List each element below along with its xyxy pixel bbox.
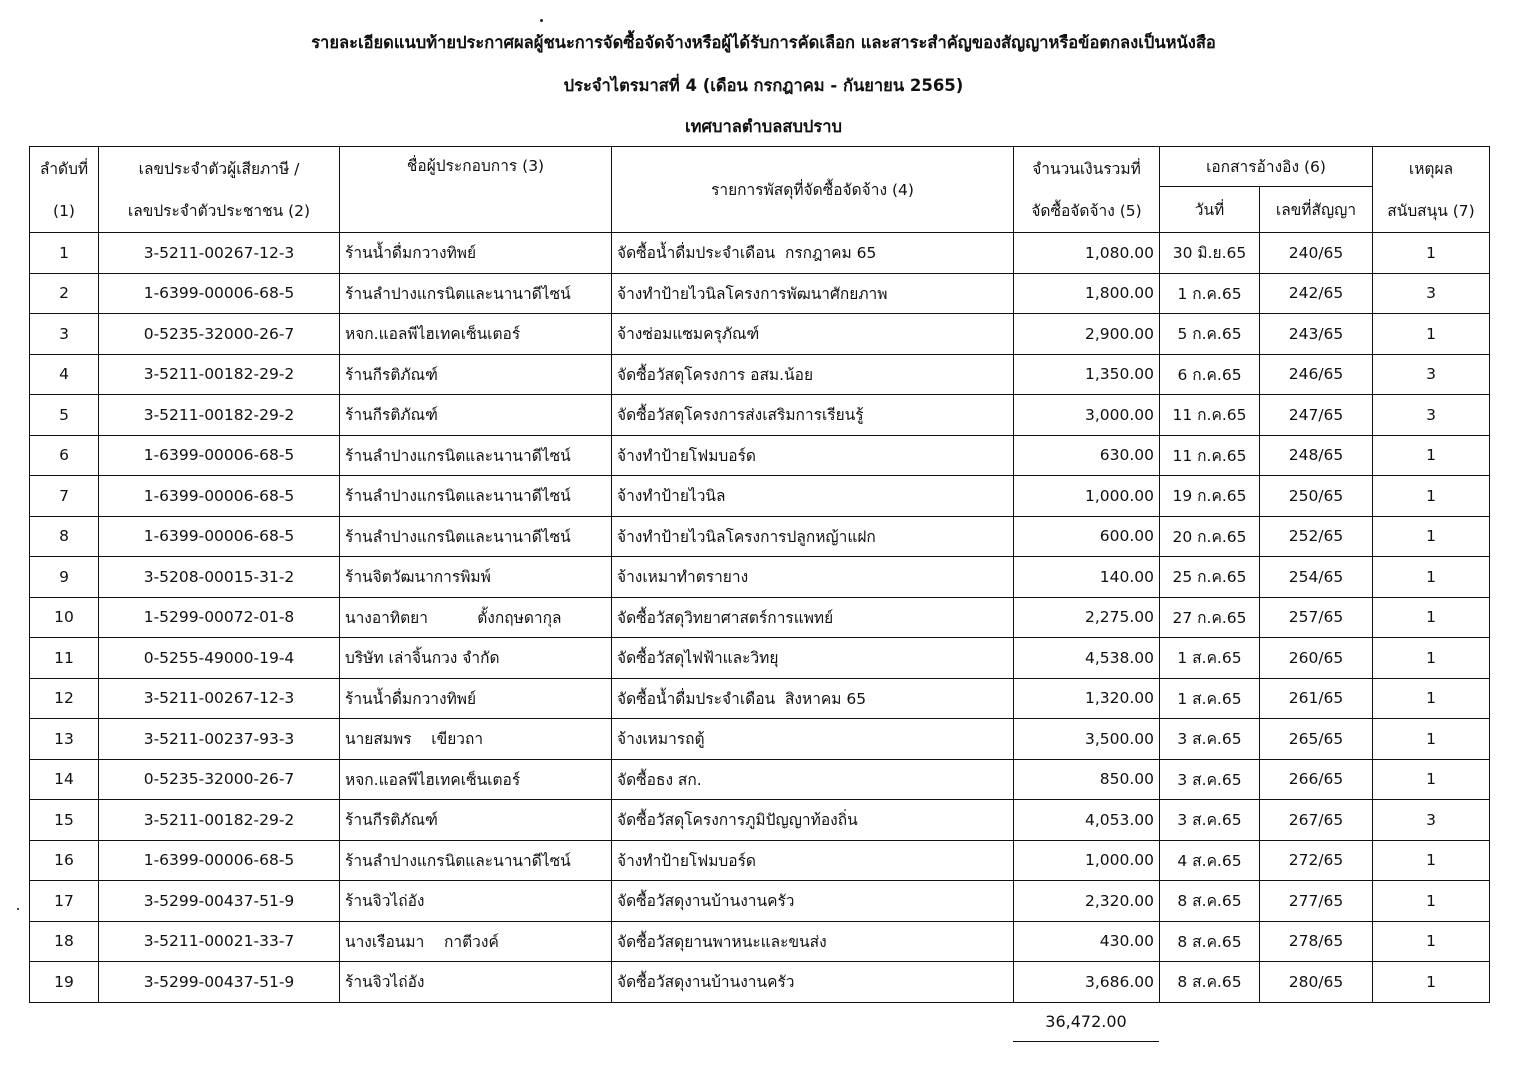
cell-reason: 1 <box>1373 881 1490 922</box>
cell-item: จ้างทำป้ายโฟมบอร์ด <box>612 840 1014 881</box>
cell-item: จ้างทำป้ายไวนิลโครงการพัฒนาศักยภาพ <box>612 273 1014 314</box>
header-ref-group-label: เอกสารอ้างอิง (6) <box>1206 158 1326 176</box>
cell-taxid: 0-5255-49000-19-4 <box>99 638 340 679</box>
cell-no: 12 <box>30 678 99 719</box>
cell-date: 19 ก.ค.65 <box>1160 476 1260 517</box>
cell-contract: 252/65 <box>1260 516 1373 557</box>
stray-dot <box>540 19 543 22</box>
header-no <box>30 147 99 233</box>
table-row <box>30 314 1490 355</box>
cell-date: 1 ส.ค.65 <box>1160 678 1260 719</box>
cell-contract: 260/65 <box>1260 638 1373 679</box>
cell-date: 3 ส.ค.65 <box>1160 759 1260 800</box>
cell-vendor: ร้านจิวไถ่อัง <box>340 881 612 922</box>
header-taxid <box>99 147 340 233</box>
cell-taxid: 3-5211-00182-29-2 <box>99 354 340 395</box>
header-ref-contract: เลขที่สัญญา <box>1260 187 1373 233</box>
cell-taxid: 1-6399-00006-68-5 <box>99 516 340 557</box>
cell-amount: 2,900.00 <box>1014 314 1160 355</box>
cell-date: 11 ก.ค.65 <box>1160 435 1260 476</box>
cell-reason: 3 <box>1373 273 1490 314</box>
cell-date: 4 ส.ค.65 <box>1160 840 1260 881</box>
cell-contract: 257/65 <box>1260 597 1373 638</box>
cell-taxid: 1-6399-00006-68-5 <box>99 273 340 314</box>
cell-date: 11 ก.ค.65 <box>1160 395 1260 436</box>
table-row <box>30 273 1490 314</box>
cell-reason: 1 <box>1373 719 1490 760</box>
cell-amount: 630.00 <box>1014 435 1160 476</box>
table-row <box>30 800 1490 841</box>
cell-contract: 246/65 <box>1260 354 1373 395</box>
cell-reason: 1 <box>1373 962 1490 1003</box>
cell-amount: 2,320.00 <box>1014 881 1160 922</box>
cell-vendor: ร้านน้ำดื่มกวางทิพย์ <box>340 233 612 274</box>
cell-taxid: 1-6399-00006-68-5 <box>99 840 340 881</box>
cell-reason: 1 <box>1373 840 1490 881</box>
cell-taxid: 3-5299-00437-51-9 <box>99 962 340 1003</box>
table-row <box>30 921 1490 962</box>
table-row <box>30 233 1490 274</box>
cell-amount: 3,000.00 <box>1014 395 1160 436</box>
header-item-label: รายการพัสดุที่จัดซื้อจัดจ้าง (4) <box>711 181 914 199</box>
table-row <box>30 516 1490 557</box>
cell-date: 5 ก.ค.65 <box>1160 314 1260 355</box>
cell-contract: 265/65 <box>1260 719 1373 760</box>
header-ref-date: วันที่ <box>1160 187 1260 233</box>
cell-amount: 3,686.00 <box>1014 962 1160 1003</box>
cell-vendor: ร้านกีรติภัณฑ์ <box>340 354 612 395</box>
cell-taxid: 3-5211-00237-93-3 <box>99 719 340 760</box>
table-row <box>30 435 1490 476</box>
cell-item: จัดซื้อวัสดุวิทยาศาสตร์การแพทย์ <box>612 597 1014 638</box>
cell-no: 13 <box>30 719 99 760</box>
cell-vendor: ร้านกีรติภัณฑ์ <box>340 395 612 436</box>
header-reason-line1: เหตุผล <box>1408 159 1454 178</box>
header-amount <box>1014 147 1160 233</box>
cell-reason: 1 <box>1373 638 1490 679</box>
cell-vendor: บริษัท เล่าจิ้นกวง จำกัด <box>340 638 612 679</box>
cell-vendor: ร้านจิตวัฒนาการพิมพ์ <box>340 557 612 598</box>
cell-reason: 3 <box>1373 800 1490 841</box>
table-row <box>30 597 1490 638</box>
cell-item: จัดซื้อวัสดุโครงการ อสม.น้อย <box>612 354 1014 395</box>
cell-no: 6 <box>30 435 99 476</box>
cell-date: 1 ส.ค.65 <box>1160 638 1260 679</box>
cell-contract: 247/65 <box>1260 395 1373 436</box>
cell-no: 8 <box>30 516 99 557</box>
table-row <box>30 638 1490 679</box>
cell-reason: 1 <box>1373 597 1490 638</box>
cell-reason: 1 <box>1373 435 1490 476</box>
cell-amount: 1,350.00 <box>1014 354 1160 395</box>
cell-taxid: 3-5211-00182-29-2 <box>99 395 340 436</box>
cell-vendor: ร้านลำปางแกรนิตและนานาดีไซน์ <box>340 840 612 881</box>
table-row <box>30 395 1490 436</box>
header-taxid-line1: เลขประจำตัวผู้เสียภาษี / <box>138 159 300 178</box>
cell-date: 6 ก.ค.65 <box>1160 354 1260 395</box>
cell-no: 4 <box>30 354 99 395</box>
header-item <box>612 147 1014 233</box>
cell-no: 11 <box>30 638 99 679</box>
cell-date: 8 ส.ค.65 <box>1160 921 1260 962</box>
cell-vendor: ร้านลำปางแกรนิตและนานาดีไซน์ <box>340 435 612 476</box>
cell-item: จ้างทำป้ายไวนิลโครงการปลูกหญ้าแฝก <box>612 516 1014 557</box>
cell-taxid: 3-5211-00267-12-3 <box>99 233 340 274</box>
cell-item: จ้างซ่อมแซมครุภัณฑ์ <box>612 314 1014 355</box>
cell-vendor: ร้านจิวไถ่อัง <box>340 962 612 1003</box>
cell-amount: 3,500.00 <box>1014 719 1160 760</box>
cell-taxid: 1-6399-00006-68-5 <box>99 435 340 476</box>
cell-date: 27 ก.ค.65 <box>1160 597 1260 638</box>
cell-taxid: 3-5299-00437-51-9 <box>99 881 340 922</box>
cell-item: จัดซื้อธง สก. <box>612 759 1014 800</box>
cell-vendor: ร้านน้ำดื่มกวางทิพย์ <box>340 678 612 719</box>
cell-no: 16 <box>30 840 99 881</box>
header-amount-line2: จัดซื้อจัดจ้าง (5) <box>1031 201 1142 220</box>
cell-date: 20 ก.ค.65 <box>1160 516 1260 557</box>
cell-item: จ้างทำป้ายไวนิล <box>612 476 1014 517</box>
procurement-table <box>29 146 1490 1003</box>
cell-contract: 272/65 <box>1260 840 1373 881</box>
cell-reason: 1 <box>1373 476 1490 517</box>
document-period: ประจำไตรมาสที่ 4 (เดือน กรกฎาคม - กันยายน 2565) <box>563 76 964 95</box>
cell-amount: 4,053.00 <box>1014 800 1160 841</box>
table-row <box>30 962 1490 1003</box>
cell-item: จ้างเหมาทำตรายาง <box>612 557 1014 598</box>
cell-reason: 3 <box>1373 395 1490 436</box>
cell-item: จัดซื้อวัสดุงานบ้านงานครัว <box>612 881 1014 922</box>
table-row <box>30 354 1490 395</box>
table-row <box>30 719 1490 760</box>
cell-amount: 600.00 <box>1014 516 1160 557</box>
cell-taxid: 0-5235-32000-26-7 <box>99 759 340 800</box>
cell-date: 1 ก.ค.65 <box>1160 273 1260 314</box>
cell-amount: 2,275.00 <box>1014 597 1160 638</box>
cell-reason: 1 <box>1373 678 1490 719</box>
cell-contract: 266/65 <box>1260 759 1373 800</box>
cell-amount: 140.00 <box>1014 557 1160 598</box>
cell-vendor: ร้านลำปางแกรนิตและนานาดีไซน์ <box>340 273 612 314</box>
cell-item: จัดซื้อวัสดุโครงการส่งเสริมการเรียนรู้ <box>612 395 1014 436</box>
cell-item: จัดซื้อวัสดุงานบ้านงานครัว <box>612 962 1014 1003</box>
cell-amount: 850.00 <box>1014 759 1160 800</box>
cell-reason: 1 <box>1373 314 1490 355</box>
cell-taxid: 3-5211-00021-33-7 <box>99 921 340 962</box>
cell-no: 7 <box>30 476 99 517</box>
cell-contract: 280/65 <box>1260 962 1373 1003</box>
cell-no: 1 <box>30 233 99 274</box>
cell-no: 9 <box>30 557 99 598</box>
cell-contract: 277/65 <box>1260 881 1373 922</box>
cell-date: 3 ส.ค.65 <box>1160 800 1260 841</box>
header-taxid-line2: เลขประจำตัวประชาชน (2) <box>127 201 311 220</box>
header-reason <box>1373 147 1490 233</box>
cell-date: 30 มิ.ย.65 <box>1160 233 1260 274</box>
table-row <box>30 476 1490 517</box>
cell-contract: 248/65 <box>1260 435 1373 476</box>
cell-contract: 243/65 <box>1260 314 1373 355</box>
header-no-label: ลำดับที่ <box>39 159 89 178</box>
cell-amount: 430.00 <box>1014 921 1160 962</box>
cell-no: 10 <box>30 597 99 638</box>
header-vendor <box>340 147 612 233</box>
cell-item: จัดซื้อวัสดุยานพาหนะและขนส่ง <box>612 921 1014 962</box>
table-row <box>30 759 1490 800</box>
cell-no: 5 <box>30 395 99 436</box>
cell-date: 8 ส.ค.65 <box>1160 881 1260 922</box>
cell-taxid: 1-5299-00072-01-8 <box>99 597 340 638</box>
cell-no: 17 <box>30 881 99 922</box>
cell-vendor: นางอาทิตยา ตั้งกฤษดากุล <box>340 597 612 638</box>
cell-no: 15 <box>30 800 99 841</box>
cell-reason: 3 <box>1373 354 1490 395</box>
header-vendor-label: ชื่อผู้ประกอบการ (3) <box>406 157 545 175</box>
table-row <box>30 678 1490 719</box>
cell-vendor: ร้านลำปางแกรนิตและนานาดีไซน์ <box>340 516 612 557</box>
cell-date: 3 ส.ค.65 <box>1160 719 1260 760</box>
document-title: รายละเอียดแนบท้ายประกาศผลผู้ชนะการจัดซื้อจัดจ้างหรือผู้ได้รับการคัดเลือก และสาระสำคัญของสัญญาหรือข้อตกลงเป็นหนังสือ <box>311 33 1216 52</box>
stray-mark <box>17 908 19 910</box>
cell-vendor: หจก.แอลพีไฮเทคเซ็นเตอร์ <box>340 314 612 355</box>
cell-contract: 278/65 <box>1260 921 1373 962</box>
header-ref-group <box>1160 147 1373 187</box>
cell-vendor: นางเรือนมา กาตีวงค์ <box>340 921 612 962</box>
cell-taxid: 3-5208-00015-31-2 <box>99 557 340 598</box>
grand-total-underline <box>1013 1041 1159 1042</box>
cell-no: 18 <box>30 921 99 962</box>
cell-amount: 1,000.00 <box>1014 476 1160 517</box>
cell-vendor: นายสมพร เขียวถา <box>340 719 612 760</box>
cell-amount: 4,538.00 <box>1014 638 1160 679</box>
cell-vendor: ร้านกีรติภัณฑ์ <box>340 800 612 841</box>
table-row <box>30 557 1490 598</box>
cell-item: จ้างทำป้ายโฟมบอร์ด <box>612 435 1014 476</box>
cell-no: 2 <box>30 273 99 314</box>
cell-no: 14 <box>30 759 99 800</box>
header-row-top <box>30 147 1490 187</box>
table-row <box>30 881 1490 922</box>
cell-vendor: ร้านลำปางแกรนิตและนานาดีไซน์ <box>340 476 612 517</box>
cell-item: จ้างเหมารถตู้ <box>612 719 1014 760</box>
cell-date: 8 ส.ค.65 <box>1160 962 1260 1003</box>
cell-amount: 1,080.00 <box>1014 233 1160 274</box>
cell-reason: 1 <box>1373 516 1490 557</box>
header-no-index: (1) <box>53 201 75 220</box>
cell-no: 19 <box>30 962 99 1003</box>
cell-contract: 261/65 <box>1260 678 1373 719</box>
cell-contract: 240/65 <box>1260 233 1373 274</box>
table-row <box>30 840 1490 881</box>
cell-date: 25 ก.ค.65 <box>1160 557 1260 598</box>
grand-total: 36,472.00 <box>1045 1012 1127 1031</box>
cell-contract: 267/65 <box>1260 800 1373 841</box>
cell-item: จัดซื้อวัสดุโครงการภูมิปัญญาท้องถิ่น <box>612 800 1014 841</box>
cell-taxid: 3-5211-00182-29-2 <box>99 800 340 841</box>
cell-no: 3 <box>30 314 99 355</box>
cell-taxid: 1-6399-00006-68-5 <box>99 476 340 517</box>
cell-amount: 1,800.00 <box>1014 273 1160 314</box>
cell-reason: 1 <box>1373 557 1490 598</box>
cell-reason: 1 <box>1373 233 1490 274</box>
header-reason-line2: สนับสนุน (7) <box>1387 201 1475 220</box>
cell-reason: 1 <box>1373 921 1490 962</box>
cell-contract: 242/65 <box>1260 273 1373 314</box>
cell-amount: 1,320.00 <box>1014 678 1160 719</box>
cell-contract: 254/65 <box>1260 557 1373 598</box>
cell-contract: 250/65 <box>1260 476 1373 517</box>
cell-taxid: 3-5211-00267-12-3 <box>99 678 340 719</box>
document-organization: เทศบาลตำบลสบปราบ <box>684 117 843 136</box>
header-amount-line1: จำนวนเงินรวมที่ <box>1032 159 1141 178</box>
cell-reason: 1 <box>1373 759 1490 800</box>
cell-taxid: 0-5235-32000-26-7 <box>99 314 340 355</box>
cell-item: จัดซื้อน้ำดื่มประจำเดือน กรกฎาคม 65 <box>612 233 1014 274</box>
cell-amount: 1,000.00 <box>1014 840 1160 881</box>
cell-vendor: หจก.แอลพีไฮเทคเซ็นเตอร์ <box>340 759 612 800</box>
cell-item: จัดซื้อน้ำดื่มประจำเดือน สิงหาคม 65 <box>612 678 1014 719</box>
cell-item: จัดซื้อวัสดุไฟฟ้าและวิทยุ <box>612 638 1014 679</box>
